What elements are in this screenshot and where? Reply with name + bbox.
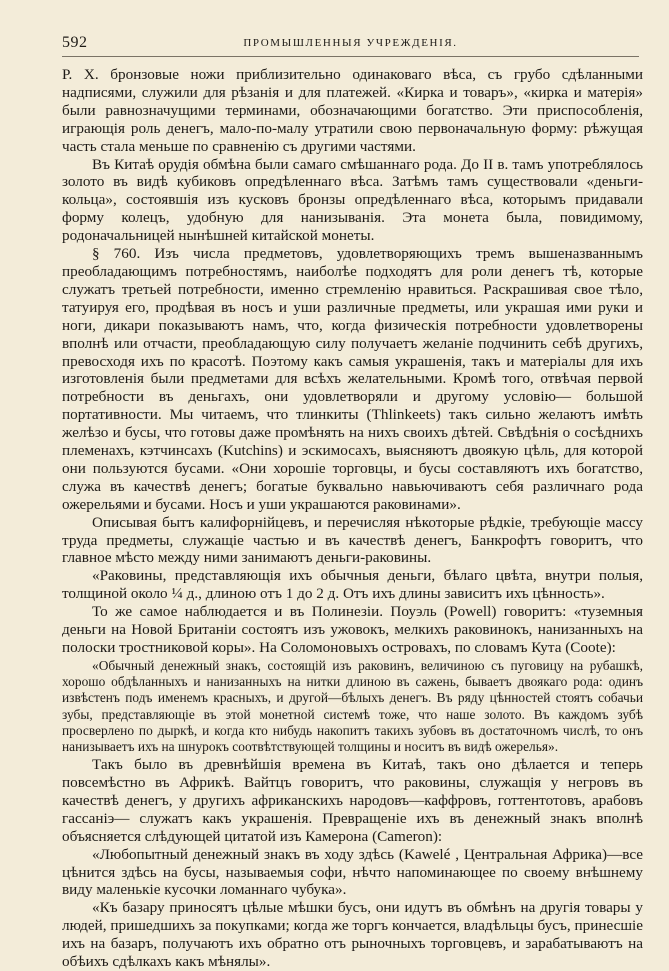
running-title: ПРОМЫШЛЕННЫЯ УЧРЕЖДЕНІЯ. — [243, 37, 458, 49]
page-body — [62, 66, 643, 971]
page-header — [62, 34, 639, 57]
paragraph-china-money: Въ Китаѣ орудія обмѣна были самаго смѣшаннаго рода. До II в. тамъ употреблялось золото въ видѣ кубиковъ опредѣленнаго вѣса. Затѣмъ тамъ существовали «деньги-кольца», состоявшія изъ кусковъ бронзы опредѣленнаго вѣса, которымъ придавали форму колецъ, удобную для нанизыванія. Эта монета была, повидимому, родоначальницей нынѣшней китайской монеты. — [62, 155, 643, 245]
paragraph-polynesia: То же самое наблюдается и въ Полинезіи. Поуэль (Powell) говоритъ: «туземныя деньги на Новой Британіи состоятъ изъ ужовокъ, мелкихъ раковинокъ, нанизанныхъ на полоски тростниковой коры». На Соломоновыхъ островахъ, по словамъ Кута (Coote): — [62, 603, 643, 656]
quote-shell-money: «Раковины, представляющія ихъ обычныя деньги, бѣлаго цвѣта, внутри полыя, толщиной около ¼ д., длиною отъ 1 до 2 д. Отъ ихъ длины зависитъ ихъ цѣнность». — [62, 567, 643, 603]
quote-cameron-1: «Любопытный денежный знакъ въ ходу здѣсь (Kawelé , Центральная Африка)—все цѣнится здѣсь на бусы, называемыя софи, нѣчто напоминающее по своему внѣшнему виду маленькіе кусочки ломаннаго чубука». — [62, 845, 643, 899]
paragraph-bronze-knives: Р. X. бронзовые ножи приблизительно одинаковаго вѣса, съ грубо сдѣланными надписями, служили для рѣзанія и для платежей. «Кирка и товаръ», «кирка и матерія» были равнозначущими терминами, обозначающими богатство. Эти приспособленія, играющія роль денегъ, мало-по-малу утратили свою первоначальную форму: рѣжущая часть стала меньше по сравненію съ другими частями. — [62, 66, 643, 155]
quote-solomon-islands: «Обычный денежный знакъ, состоящій изъ раковинъ, величиною съ пуговицу на рубашкѣ, хорошо обдѣланныхъ и нанизанныхъ на нитки длиною въ сажень, бываетъ двоякаго рода: одинъ извѣстенъ подъ именемъ красныхъ, и другой—бѣлыхъ денегъ. Въ ряду цѣнностей стоятъ собачьи зубы, представляющіе въ этой монетной системѣ тоже, что наше золото. Въ каждомъ зубѣ просверлено по дыркѣ, и когда кто нибудь накопитъ такихъ зубовъ въ достаточномъ числѣ, то онъ нанизываетъ ихъ на шнурокъ соотвѣтствующей толщины и носитъ въ видѣ ожерелья». — [62, 657, 643, 754]
paragraph-africa: Такъ было въ древнѣйшія времена въ Китаѣ, такъ оно дѣлается и теперь повсемѣстно въ Африкѣ. Вайтцъ говоритъ, что раковины, служащія у негровъ въ качествѣ денегъ, у другихъ африканскихъ народовъ—каффровъ, готтентотовъ, арабовъ гассаніэ— служатъ какъ украшенія. Превращеніе ихъ въ денежный знакъ вполнѣ объясняется слѣдующей цитатой изъ Камерона (Cameron): — [62, 756, 643, 845]
paragraph-section-760: § 760. Изъ числа предметовъ, удовлетворяющихъ тремъ вышеназваннымъ преобладающимъ потребностямъ, наиболѣе подходятъ для роли денегъ тѣ, которые служатъ третьей потребности, именно стремленію нравиться. Раскрашивая свое тѣло, татуируя его, продѣвая въ носъ и уши различные предметы, или украшая ими руки и ноги, дикари показываютъ намъ, что, когда физическія потребности удовлетворены вполнѣ или отчасти, преобладающую силу получаетъ желаніе подчинить себѣ другихъ, превосходя ихъ по красотѣ. Поэтому какъ самыя украшенія, такъ и матеріалы для ихъ изготовленія были предметами для всѣхъ желательными. Кромѣ того, отвѣчая первой потребности въ деньгахъ, они удовлетворяли и другому условію— большой портативности. Мы читаемъ, что тлинкиты (Thlinkeets) такъ сильно желаютъ имѣть желѣзо и бусы, что готовы даже промѣнять на нихъ своихъ дѣтей. Свѣдѣнія о сосѣднихъ племенахъ, кэтчинсахъ (Kutchins) и эскимосахъ, выясняютъ двоякую цѣль, для которой они пользуются бусами. «Они хорошіе торговцы, и бусы составляютъ ихъ богатство, служа въ качествѣ денегъ; богатые буквально навьючиваютъ себя различнаго рода ожерельями и бусами. Носъ и уши украшаются раковинами». — [62, 245, 643, 513]
paragraph-californians: Описывая бытъ калифорнійцевъ, и перечисляя нѣкоторые рѣдкіе, требующіе массу труда предметы, служащіе частью и въ качествѣ денегъ, Банкрофтъ говоритъ, что главное мѣсто между ними занимаютъ деньги-раковины. — [62, 513, 643, 567]
page-number: 592 — [62, 34, 88, 51]
quote-cameron-2: «Къ базару приносятъ цѣлые мѣшки бусъ, они идутъ въ обмѣнъ на другія товары у людей, пришедшихъ за покупками; когда же торгъ кончается, владѣльцы бусъ, принесшіе ихъ на базаръ, получаютъ ихъ обратно отъ рыночныхъ торговцевъ, и зарабатываютъ на обѣихъ сдѣлкахъ какъ мѣнялы». — [62, 899, 643, 971]
